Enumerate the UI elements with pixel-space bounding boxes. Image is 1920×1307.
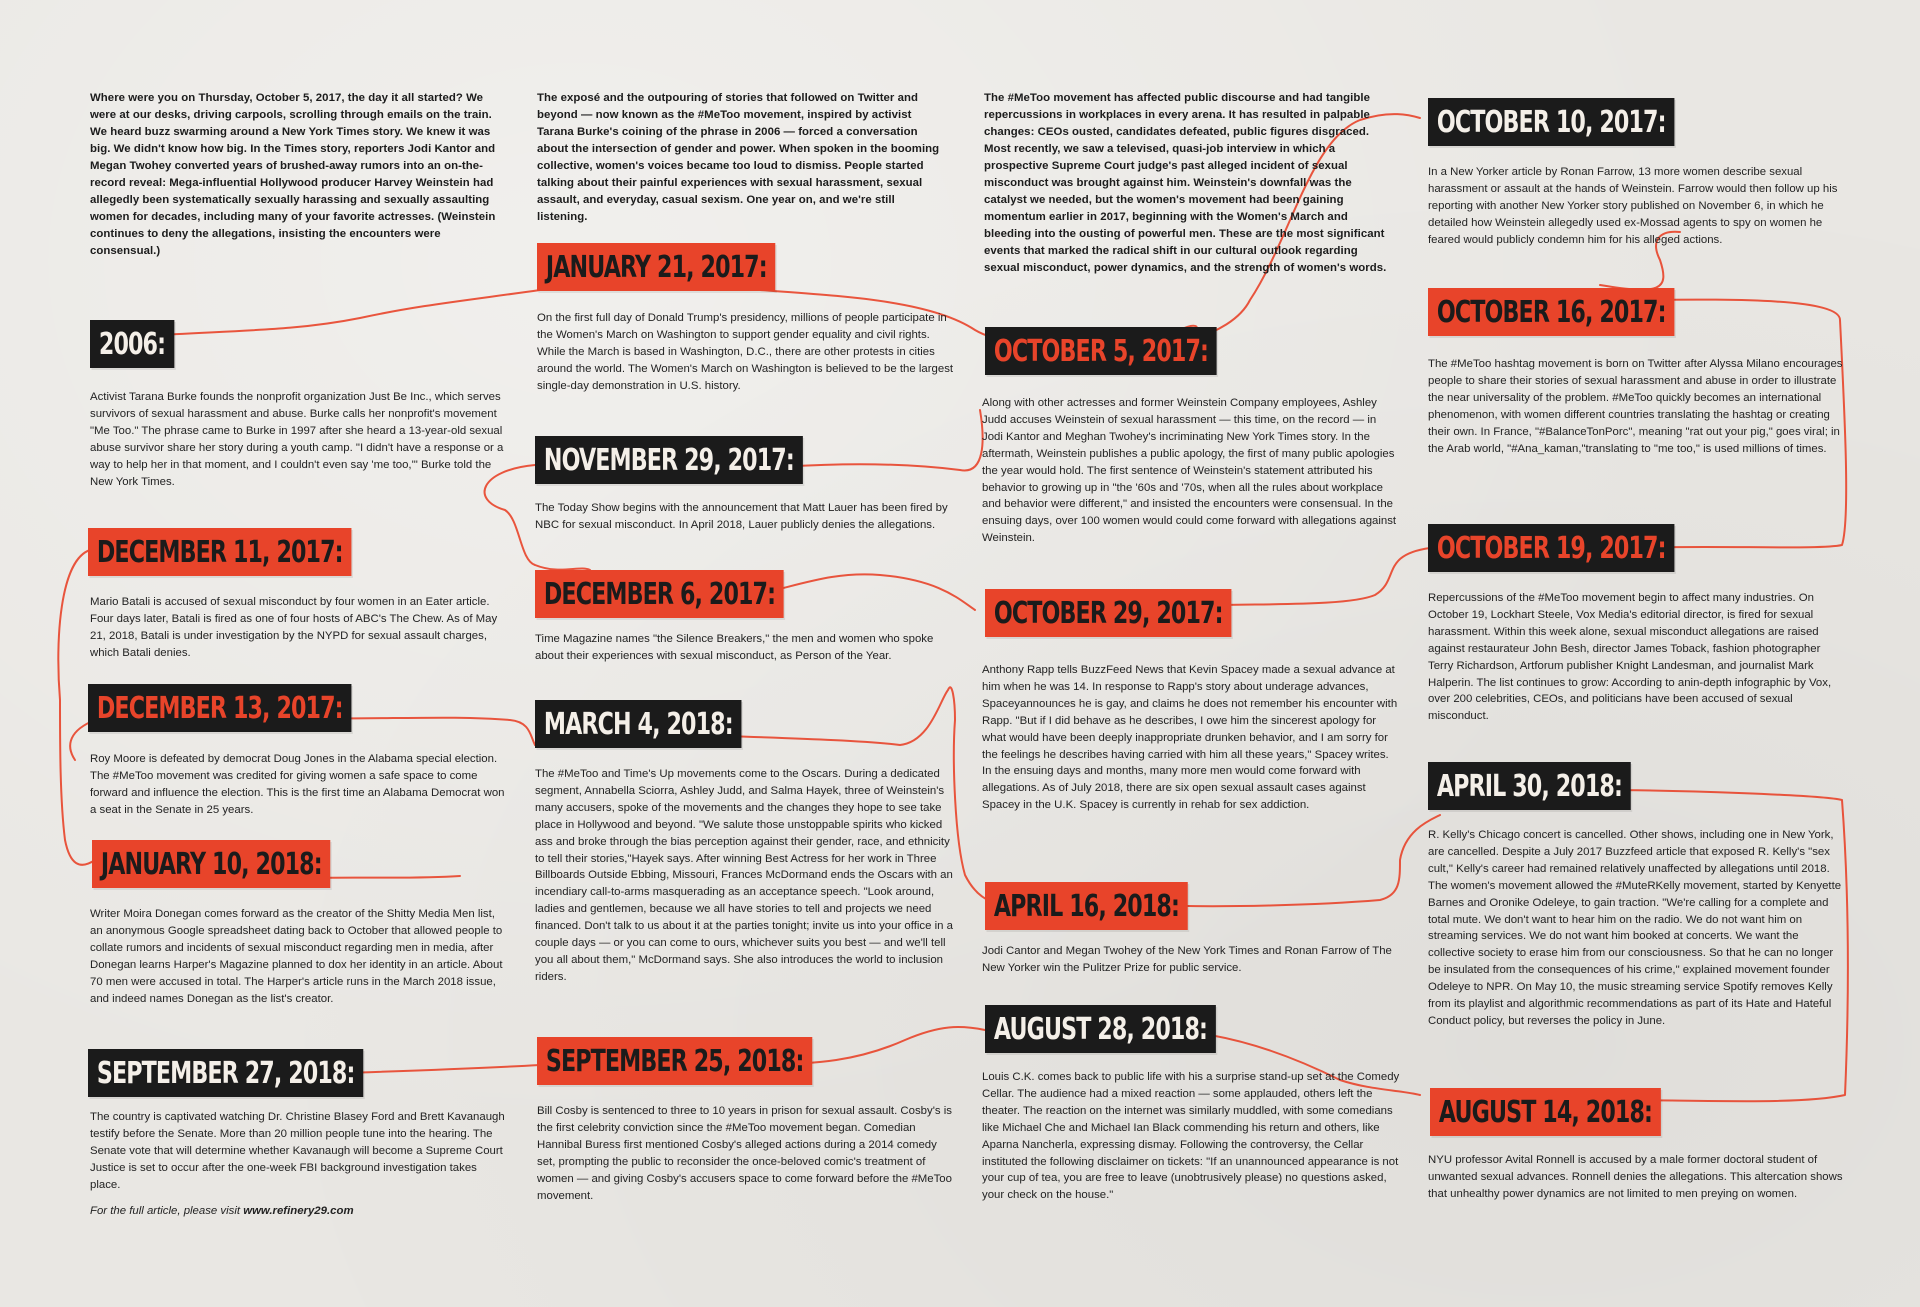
event-text-oct-10-2017: In a New Yorker article by Ronan Farrow, 13 more women describe sexual harassment or assault at the hands of Weinstein. Farrow would then follow up his reporting with another New Yorker story published on November 6, in which he detailed how Weinstein allegedly used ex-Mossad agents to spy on women he feared would publicly condemn him for his alleged actions. — [1428, 166, 1838, 246]
date-label-dec-6-2017: DECEMBER 6, 2017: — [535, 570, 784, 618]
intro-paragraph-1: Where were you on Thursday, October 5, 2017, the day it all started? We were at our desks, driving carpools, scrolling through emails on the train. We heard buzz swarming around a New York Times story. We knew it was big. We didn't know how big. In the Times story, reporters Jodi Kantor and Megan Twohey converted years of brushed-away rumors into an on-the-record reveal: Mega-influential Hollywood producer Harvey Weinstein had allegedly been systematically sexually harassing and sexually assaulting women for decades, including many of your favorite actresses. (Weinstein continues to deny the allegations, insisting the encounters were consensual.) — [90, 92, 496, 257]
date-label-sep-25-2018: SEPTEMBER 25, 2018: — [537, 1037, 812, 1085]
event-text-apr-30-2018: R. Kelly's Chicago concert is cancelled. Other shows, including one in New York, are cancelled. Despite a July 2017 Buzzfeed article that exposed R. Kelly's "sex cult," Kelly's career had remained relatively unaffected by allegations until 2018. The women's movement allowed the #MuteRKelly movement, started by Kenyette Barnes and Oronike Odeleye, to gain traction. "We're calling for a complete and total mute. We don't want to hear him on the radio. We do not want him on streaming services. We do not want him booked at concerts. We want the collective society to erase him from our consciousness. So that he can no longer be insulated from the consequences of his crime," explained movement founder Odeleye to NPR. On May 10, the music streaming service Spotify removes Kelly from its playlist and algorithmic recommendations as part of its Hate and Hateful Conduct policy, but reverses the policy in June. — [1428, 829, 1842, 1027]
event-text-dec-6-2017: Time Magazine names "the Silence Breakers," the men and women who spoke about their experiences with sexual misconduct, as Person of the Year. — [535, 633, 934, 662]
date-label-dec-13-2017: DECEMBER 13, 2017: — [88, 684, 352, 732]
footer-prefix: For the full article, please visit — [90, 1205, 244, 1217]
date-label-apr-30-2018: APRIL 30, 2018: — [1428, 762, 1631, 810]
event-text-sep-25-2018: Bill Cosby is sentenced to three to 10 years in prison for sexual assault. Cosby's is the first celebrity conviction since the #MeToo movement began. Comedian Hannibal Buress first mentioned Cosby's alleged actions during a 2014 comedy set, prompting the public to reconsider the once-beloved comic's treatment of women — and giving Cosby's accusers space to come forward before the #MeToo movement. — [537, 1105, 952, 1202]
date-label-oct-5-2017: OCTOBER 5, 2017: — [985, 327, 1217, 375]
event-text-aug-14-2018: NYU professor Avital Ronnell is accused by a male former doctoral student of unwanted sexual advances. Ronnell denies the allegations. This altercation shows that unhealthy power dynamics are not limited to men preying on women. — [1428, 1154, 1843, 1200]
event-text-2006: Activist Tarana Burke founds the nonprofit organization Just Be Inc., which serves survivors of sexual harassment and abuse. Burke calls her nonprofit's movement "Me Too." The phrase came to Burke in 1997 after she heard a 13-year-old sexual abuse survivor share her story during a youth camp. "I didn't have a response or a way to help her in that moment, and I couldn't even say 'me too,'" Burke told the New York Times. — [90, 391, 504, 488]
intro-paragraph-2: The exposé and the outpouring of stories that followed on Twitter and beyond — now known as the #MeToo movement, inspired by activist Tarana Burke's coining of the phrase in 2006 — forced a conversation about the intersection of gender and power. When spoken in the booming collective, women's voices became too loud to dismiss. People started talking about their painful experiences with sexual harassment, sexual assault, and everyday, casual sexism. One year on, and we're still listening. — [537, 92, 940, 223]
date-label-nov-29-2017: NOVEMBER 29, 2017: — [535, 436, 803, 484]
date-label-2006: 2006: — [90, 320, 174, 368]
footer-url-link[interactable]: www.refinery29.com — [243, 1205, 354, 1217]
date-label-oct-19-2017: OCTOBER 19, 2017: — [1428, 524, 1674, 572]
event-text-nov-29-2017: The Today Show begins with the announcement that Matt Lauer has been fired by NBC for sexual misconduct. In April 2018, Lauer publicly denies the allegations. — [535, 502, 948, 531]
event-text-dec-13-2017: Roy Moore is defeated by democrat Doug Jones in the Alabama special election. The #MeToo movement was credited for giving women a safe space to come forward and influence the election. This is the first time an Alabama Democrat won a seat in the Senate in 25 years. — [90, 753, 505, 816]
date-label-dec-11-2017: DECEMBER 11, 2017: — [88, 528, 352, 576]
event-text-aug-28-2018: Louis C.K. comes back to public life with his a surprise stand-up set at the Comedy Cellar. The audience had a mixed reaction — some applauded, others left the theater. The reaction on the internet was similarly muddled, with some comedians like Michael Che and Michael Ian Black commending his return and others, like Aparna Nancherla, expressing dismay. Following the controversy, the Cellar instituted the following disclaimer on tickets: "If an unannounced appearance is not your cup of tea, you are free to leave (unobtrusively please) no questions asked, your check on the house." — [982, 1071, 1400, 1202]
date-label-jan-10-2018: JANUARY 10, 2018: — [92, 840, 331, 888]
footer-credit — [90, 1205, 354, 1217]
date-label-jan-21-2017: JANUARY 21, 2017: — [537, 243, 776, 291]
date-label-apr-16-2018: APRIL 16, 2018: — [985, 882, 1188, 930]
date-label-oct-10-2017: OCTOBER 10, 2017: — [1428, 98, 1674, 146]
event-text-oct-19-2017: Repercussions of the #MeToo movement begin to affect many industries. On October 19, Lockhart Steele, Vox Media's editorial director, is fired for sexual harassment. Within this week alone, sexual misconduct allegations are raised against restaurateur John Besh, director James Toback, fashion photographer Terry Richardson, Artforum publisher Knight Landesman, and journalist Mark Halperin. The list continues to grow: According to anin-depth infographic by Vox, over 200 celebrities, CEOs, and politicians have been accused of sexual misconduct. — [1428, 592, 1832, 723]
date-label-oct-16-2017: OCTOBER 16, 2017: — [1428, 288, 1674, 336]
intro-paragraph-3: The #MeToo movement has affected public discourse and had tangible repercussions in workplaces in every arena. It has resulted in palpable changes: CEOs ousted, candidates defeated, public figures disgraced. Most recently, we saw a televised, quasi-job interview in which a prospective Supreme Court judge's past alleged incident of sexual misconduct was brought against him. Weinstein's downfall was the catalyst we needed, but the women's movement had been gaining momentum earlier in 2017, beginning with the Women's March and bleeding into the ousting of powerful men. These are the most significant events that marked the radical shift in our cultural outlook regarding sexual misconduct, power dynamics, and the strength of women's words. — [984, 92, 1387, 274]
date-label-oct-29-2017: OCTOBER 29, 2017: — [985, 589, 1231, 637]
event-text-jan-21-2017: On the first full day of Donald Trump's presidency, millions of people participate in the Women's March on Washington to support gender equality and civil rights. While the March is based in Washington, D.C., there are other protests in cities around the world. The Women's March on Washington is believed to be the largest single-day demonstration in U.S. history. — [537, 312, 954, 392]
event-text-jan-10-2018: Writer Moira Donegan comes forward as the creator of the Shitty Media Men list, an anonymous Google spreadsheet dating back to October that allowed people to collate rumors and incidents of sexual misconduct regarding men in media, after Donegan learns Harper's Magazine planned to dox her identity in an article. About 70 men were accused in total. The Harper's article runs in the March 2018 issue, and indeed names Donegan as the list's creator. — [90, 908, 503, 1005]
date-label-aug-14-2018: AUGUST 14, 2018: — [1430, 1088, 1661, 1136]
event-text-apr-16-2018: Jodi Cantor and Megan Twohey of the New York Times and Ronan Farrow of The New Yorker win the Pulitzer Prize for public service. — [982, 945, 1392, 974]
event-text-sep-27-2018: The country is captivated watching Dr. Christine Blasey Ford and Brett Kavanaugh testify before the Senate. More than 20 million people tune into the hearing. The Senate vote that will determine whether Kavanaugh will become a Supreme Court Justice is set to occur after the one-week FBI background investigation takes place. — [90, 1111, 505, 1191]
event-text-oct-16-2017: The #MeToo hashtag movement is born on Twitter after Alyssa Milano encourages people to share their stories of sexual harassment and abuse in order to illustrate the near universality of the problem. #MeToo quickly becomes an international phenomenon, with women different countries translating the hashtag or creating their own. In France, "#BalanceTonPorc", meaning "rat out your pig," goes viral; in the Arab world, "#Ana_kaman,"translating to "me too," is used millions of times. — [1428, 358, 1843, 455]
event-text-oct-5-2017: Along with other actresses and former Weinstein Company employees, Ashley Judd accuses Weinstein of sexual harassment — this time, on the record — in Jodi Kantor and Meghan Twohey's incriminating New York Times story. In the aftermath, Weinstein publishes a public apology, the first of many public apologies the year would hold. The first sentence of Weinstein's statement attributed his behavior to growing up in "the '60s and '70s, when all the rules about workplace and behavior were different," and insisted the encounters were consensual. In the ensuing days, over 100 women would could come forward with allegations against Weinstein. — [982, 397, 1397, 545]
date-label-aug-28-2018: AUGUST 28, 2018: — [985, 1005, 1216, 1053]
event-text-mar-4-2018: The #MeToo and Time's Up movements come to the Oscars. During a dedicated segment, Annabella Sciorra, Ashley Judd, and Salma Hayek, three of Weinstein's many accusers, spoke of the movements and the changes they hope to see take place in Hollywood and beyond. "We salute those unstoppable spirits who kicked ass and broke through the bias perception against their gender, race, and ethnicity to tell their stories,"Hayek says. After winning Best Actress for her work in Three Billboards Outside Ebbing, Missouri, Frances McDormand ends the Oscars with an incendiary call-to-arms masquerading as an acceptance speech. "Look around, ladies and gentlemen, because we all have stories to tell and projects we need financed. Don't talk to us about it at the parties tonight; invite us into your office in a couple days — or you can come to ours, whichever suits you best — and we'll tell you all about them," McDormand says. She also introduces the world to inclusion riders. — [535, 768, 953, 983]
date-label-sep-27-2018: SEPTEMBER 27, 2018: — [88, 1049, 363, 1097]
date-label-mar-4-2018: MARCH 4, 2018: — [535, 700, 742, 748]
event-text-oct-29-2017: Anthony Rapp tells BuzzFeed News that Kevin Spacey made a sexual advance at him when he was 14. In response to Rapp's story about underage advances, Spaceyannounces he is gay, and claims he does not remember his encounter with Rapp. "But if I did behave as he describes, I owe him the sincerest apology for what would have been deeply inappropriate drunken behavior, and I am sorry for the feelings he describes having carried with him all these years," Spacey writes. In the ensuing days and months, many more men would come forward with allegations. As of July 2018, there are six open sexual assault cases against Spacey in the U.K. Spacey is currently in rehab for sex addiction. — [982, 664, 1398, 812]
event-text-dec-11-2017: Mario Batali is accused of sexual misconduct by four women in an Eater article. Four days later, Batali is fired as one of four hosts of ABC's The Chew. As of May 21, 2018, Batali is under investigation by the NYPD for sexual assault charges, which Batali denies. — [90, 596, 498, 659]
